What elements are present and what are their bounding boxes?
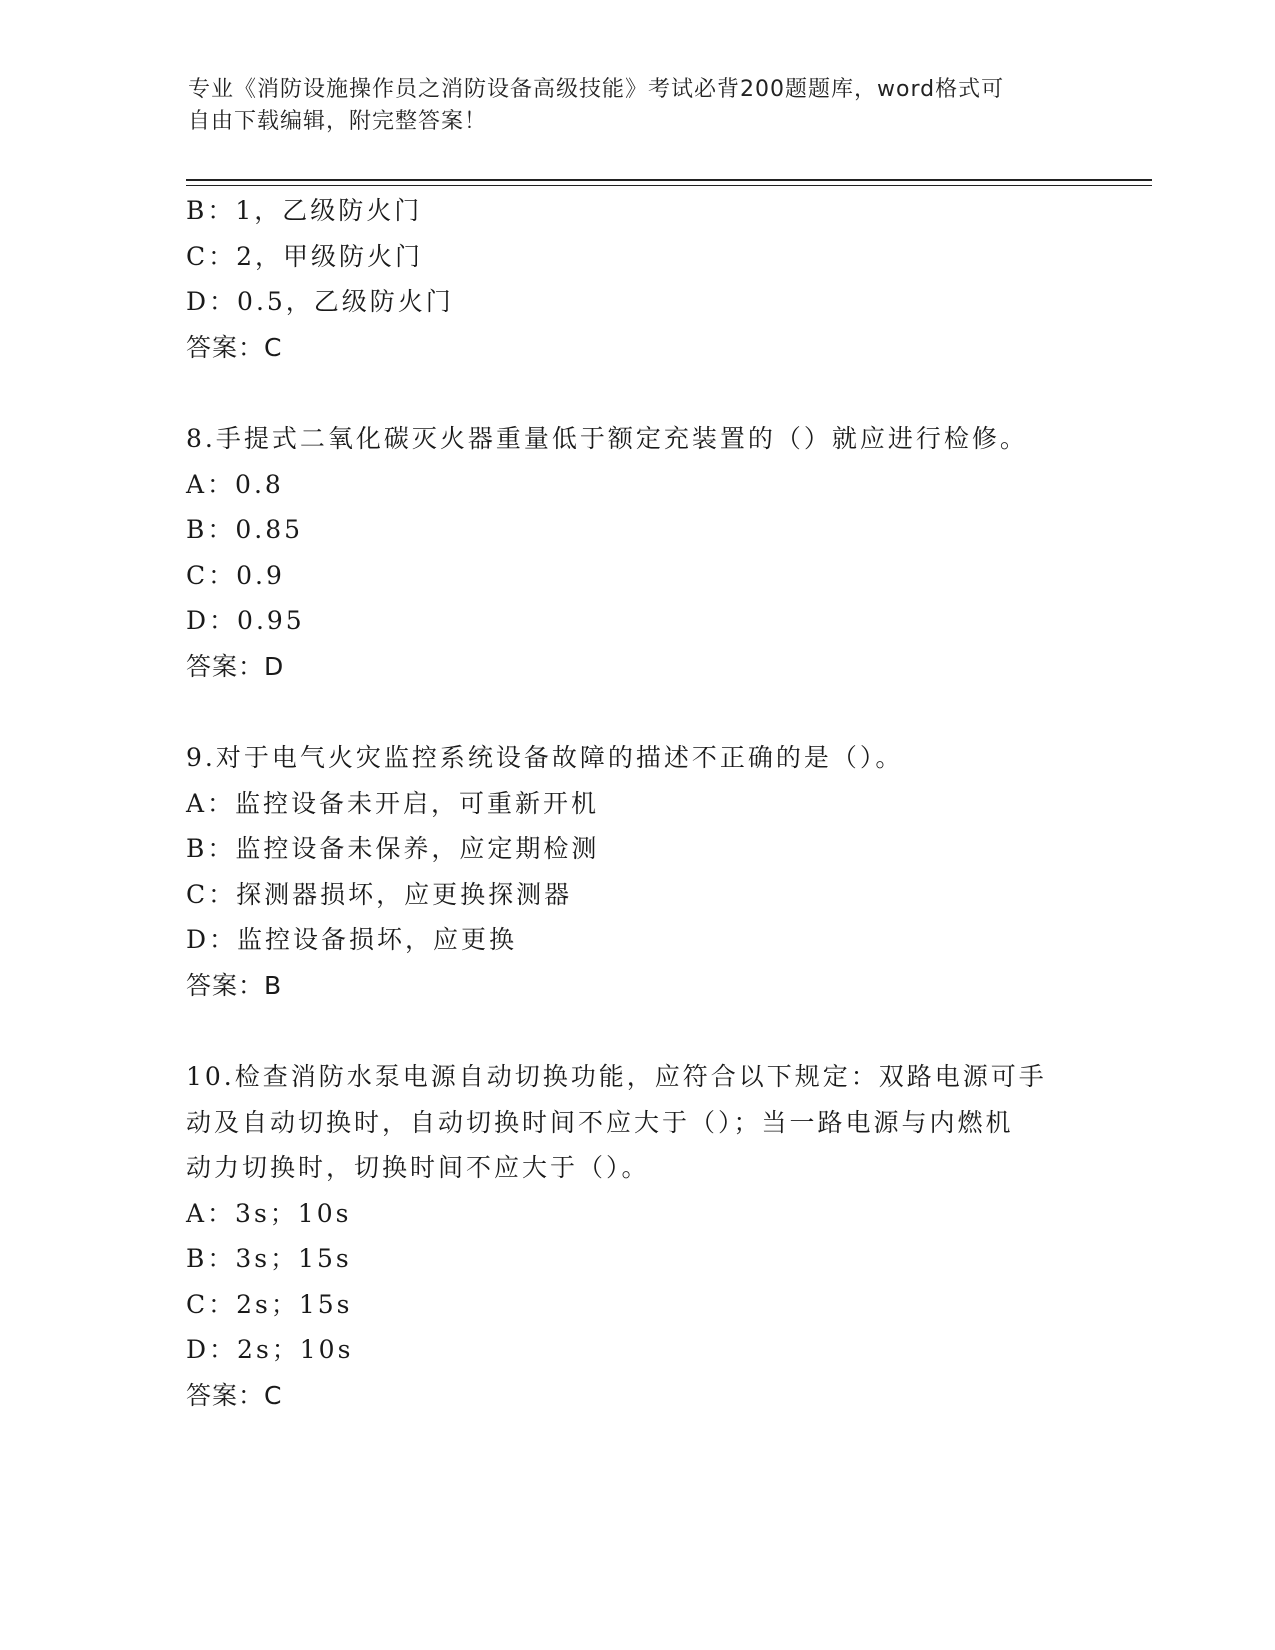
option-c: C：2，甲级防火门 xyxy=(186,241,424,271)
question-stem: 8.手提式二氧化碳灭火器重量低于额定充装置的（）就应进行检修。 xyxy=(186,424,1028,453)
answer-line: 答案：B xyxy=(186,970,283,1000)
document-header xyxy=(188,74,1088,138)
answer-line: 答案：C xyxy=(186,1380,283,1410)
answer-line: 答案：C xyxy=(186,332,283,362)
header-divider-thick xyxy=(186,179,1152,181)
option-a: A：3s；10s xyxy=(186,1198,352,1228)
option-c: C：探测器损坏，应更换探测器 xyxy=(186,879,573,909)
option-b: B：监控设备未保养，应定期检测 xyxy=(186,834,600,863)
question-stem: 9.对于电气火灾监控系统设备故障的描述不正确的是（）。 xyxy=(186,743,904,772)
header-line-2: 自由下载编辑，附完整答案！ xyxy=(188,109,488,134)
question-stem-line-2: 动及自动切换时，自动切换时间不应大于（）；当一路电源与内燃机 xyxy=(186,1107,1014,1137)
question-9 xyxy=(186,735,1086,1008)
option-d: D：2s；10s xyxy=(186,1335,354,1364)
question-list xyxy=(186,188,1086,1418)
option-d: D：0.95 xyxy=(186,606,305,635)
question-stem-line-3: 动力切换时，切换时间不应大于（）。 xyxy=(186,1153,650,1182)
answer-line: 答案：D xyxy=(186,651,285,681)
option-d: D：监控设备损坏，应更换 xyxy=(186,925,518,954)
option-d: D：0.5，乙级防火门 xyxy=(186,287,454,316)
spacer xyxy=(186,370,1086,416)
option-b: B：3s；15s xyxy=(186,1244,352,1273)
question-7-tail xyxy=(186,188,1086,370)
option-c: C：0.9 xyxy=(186,560,285,590)
option-b: B：1，乙级防火门 xyxy=(186,196,423,225)
option-c: C：2s；15s xyxy=(186,1289,353,1319)
spacer xyxy=(186,689,1086,735)
header-divider-thin xyxy=(186,185,1152,186)
header-line-1: 专业《消防设施操作员之消防设备高级技能》考试必背200题题库，word格式可 xyxy=(188,77,1005,102)
option-b: B：0.85 xyxy=(186,515,304,544)
spacer xyxy=(186,1008,1086,1054)
question-10 xyxy=(186,1054,1086,1418)
option-a: A：0.8 xyxy=(186,469,284,499)
question-stem-line-1: 10.检查消防水泵电源自动切换功能，应符合以下规定：双路电源可手 xyxy=(186,1062,1047,1091)
question-8 xyxy=(186,416,1086,689)
option-a: A：监控设备未开启，可重新开机 xyxy=(186,788,600,818)
